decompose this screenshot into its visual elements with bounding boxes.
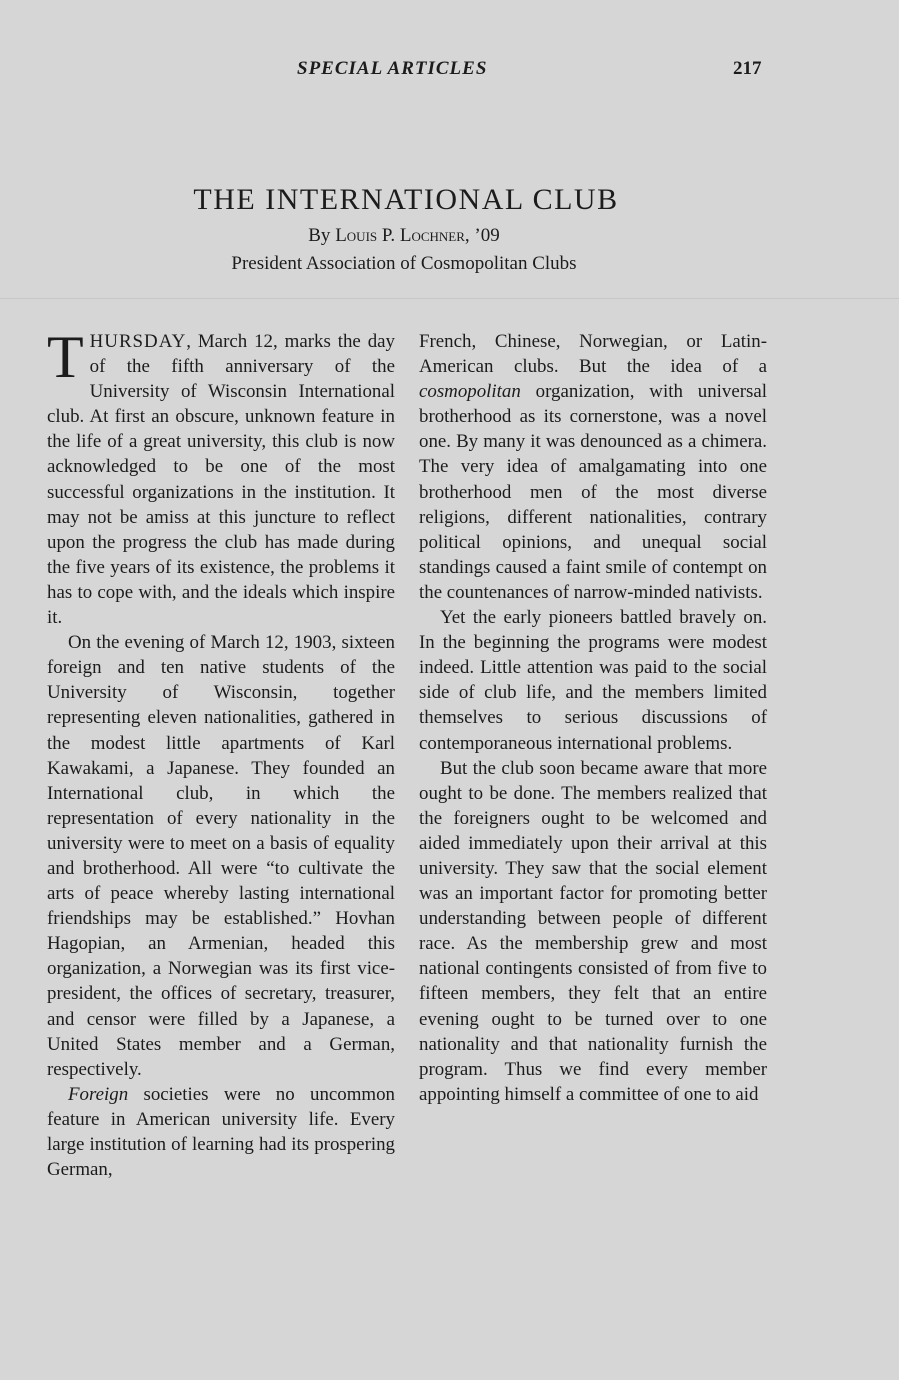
paragraph-3-text: societies were no uncommon feature in American university life. Every large institution of learning had its prospering German,: [47, 1083, 395, 1181]
paragraph-4-text-a: French, Chinese, Norwegian, or Latin-American clubs. But the idea of a: [419, 331, 767, 378]
right-column: [419, 329, 767, 1107]
paragraph-1: [47, 324, 395, 630]
page-number: 217: [733, 58, 762, 79]
author-affiliation: President Association of Cosmopolitan Clubs: [231, 253, 577, 274]
left-column: [47, 324, 395, 1182]
author-class-year: , ’09: [464, 225, 500, 246]
paragraph-5: Yet the early pioneers battled bravely on. In the beginning the programs were modest indeed. Little attention was paid to the social side of club life, and the members limited themselves to serious discussions of contemporaneous international problems.: [419, 607, 767, 754]
paragraph-4: [419, 329, 767, 605]
paragraph-3-emphasis: Foreign: [68, 1083, 129, 1105]
drop-cap: T: [47, 324, 84, 390]
author-line: [0, 222, 808, 250]
author-name: Louis P. Lochner: [335, 225, 465, 246]
byline: [0, 222, 808, 278]
article-title: THE INTERNATIONAL CLUB: [193, 183, 619, 217]
paragraph-4-text-b: organization, with universal brotherhood as its cornerstone, was a novel one. By many it was denounced as a chimera. The very idea of amalgamating into one brotherhood men of the most diverse religions, different nationalities, contrary political opinions, and unequal social standings caused a faint smile of contempt on the countenances of narrow-minded nativists.: [419, 381, 767, 603]
running-head: [0, 58, 899, 84]
paragraph-4-emphasis: cosmopolitan: [419, 381, 521, 403]
paragraph-1-lead: HURSDAY: [89, 331, 187, 352]
paragraph-3: [47, 1082, 395, 1182]
paragraph-2: On the evening of March 12, 1903, sixteen foreign and ten native students of the University of Wisconsin, together representing eleven nationalities, gathered in the modest little apartments of Karl Kawakami, a Japanese. They founded an International club, in which the representation of every nationality in the university were to meet on a basis of equality and brotherhood. All were “to cultivate the arts of peace whereby lasting international friendships may be established.” Hovhan Hagopian, an Armenian, headed this organization, a Norwegian was its first vice-president, the offices of secretary, treasurer, and censor were filled by a Japanese, a United States member and a German, respectively.: [47, 632, 395, 1080]
paragraph-1-text: , March 12, marks the day of the fifth anniversary of the University of Wisconsin International club. At first an obscure, unknown feature in the life of a great university, this club is now acknowledged to be one of the most successful organizations in the institution. It may not be amiss at this juncture to reflect upon the progress the club has made during the five years of its existence, the problems it has to cope with, and the ideals which inspire it.: [47, 331, 395, 629]
header-divider: [0, 298, 899, 299]
paragraph-6: But the club soon became aware that more ought to be done. The members realized that the foreigners ought to be welcomed and aided immediately upon their arrival at this university. They saw that the social element was an important factor for promoting better understanding between people of different race. As the membership grew and most national contingents consisted of from five to fifteen members, they felt that an entire evening ought to be turned over to one nationality and that nationality furnish the program. Thus we find every member appointing himself a committee of one to aid: [419, 757, 767, 1105]
byline-prefix: By: [308, 225, 336, 246]
running-head-title: SPECIAL ARTICLES: [297, 58, 488, 79]
